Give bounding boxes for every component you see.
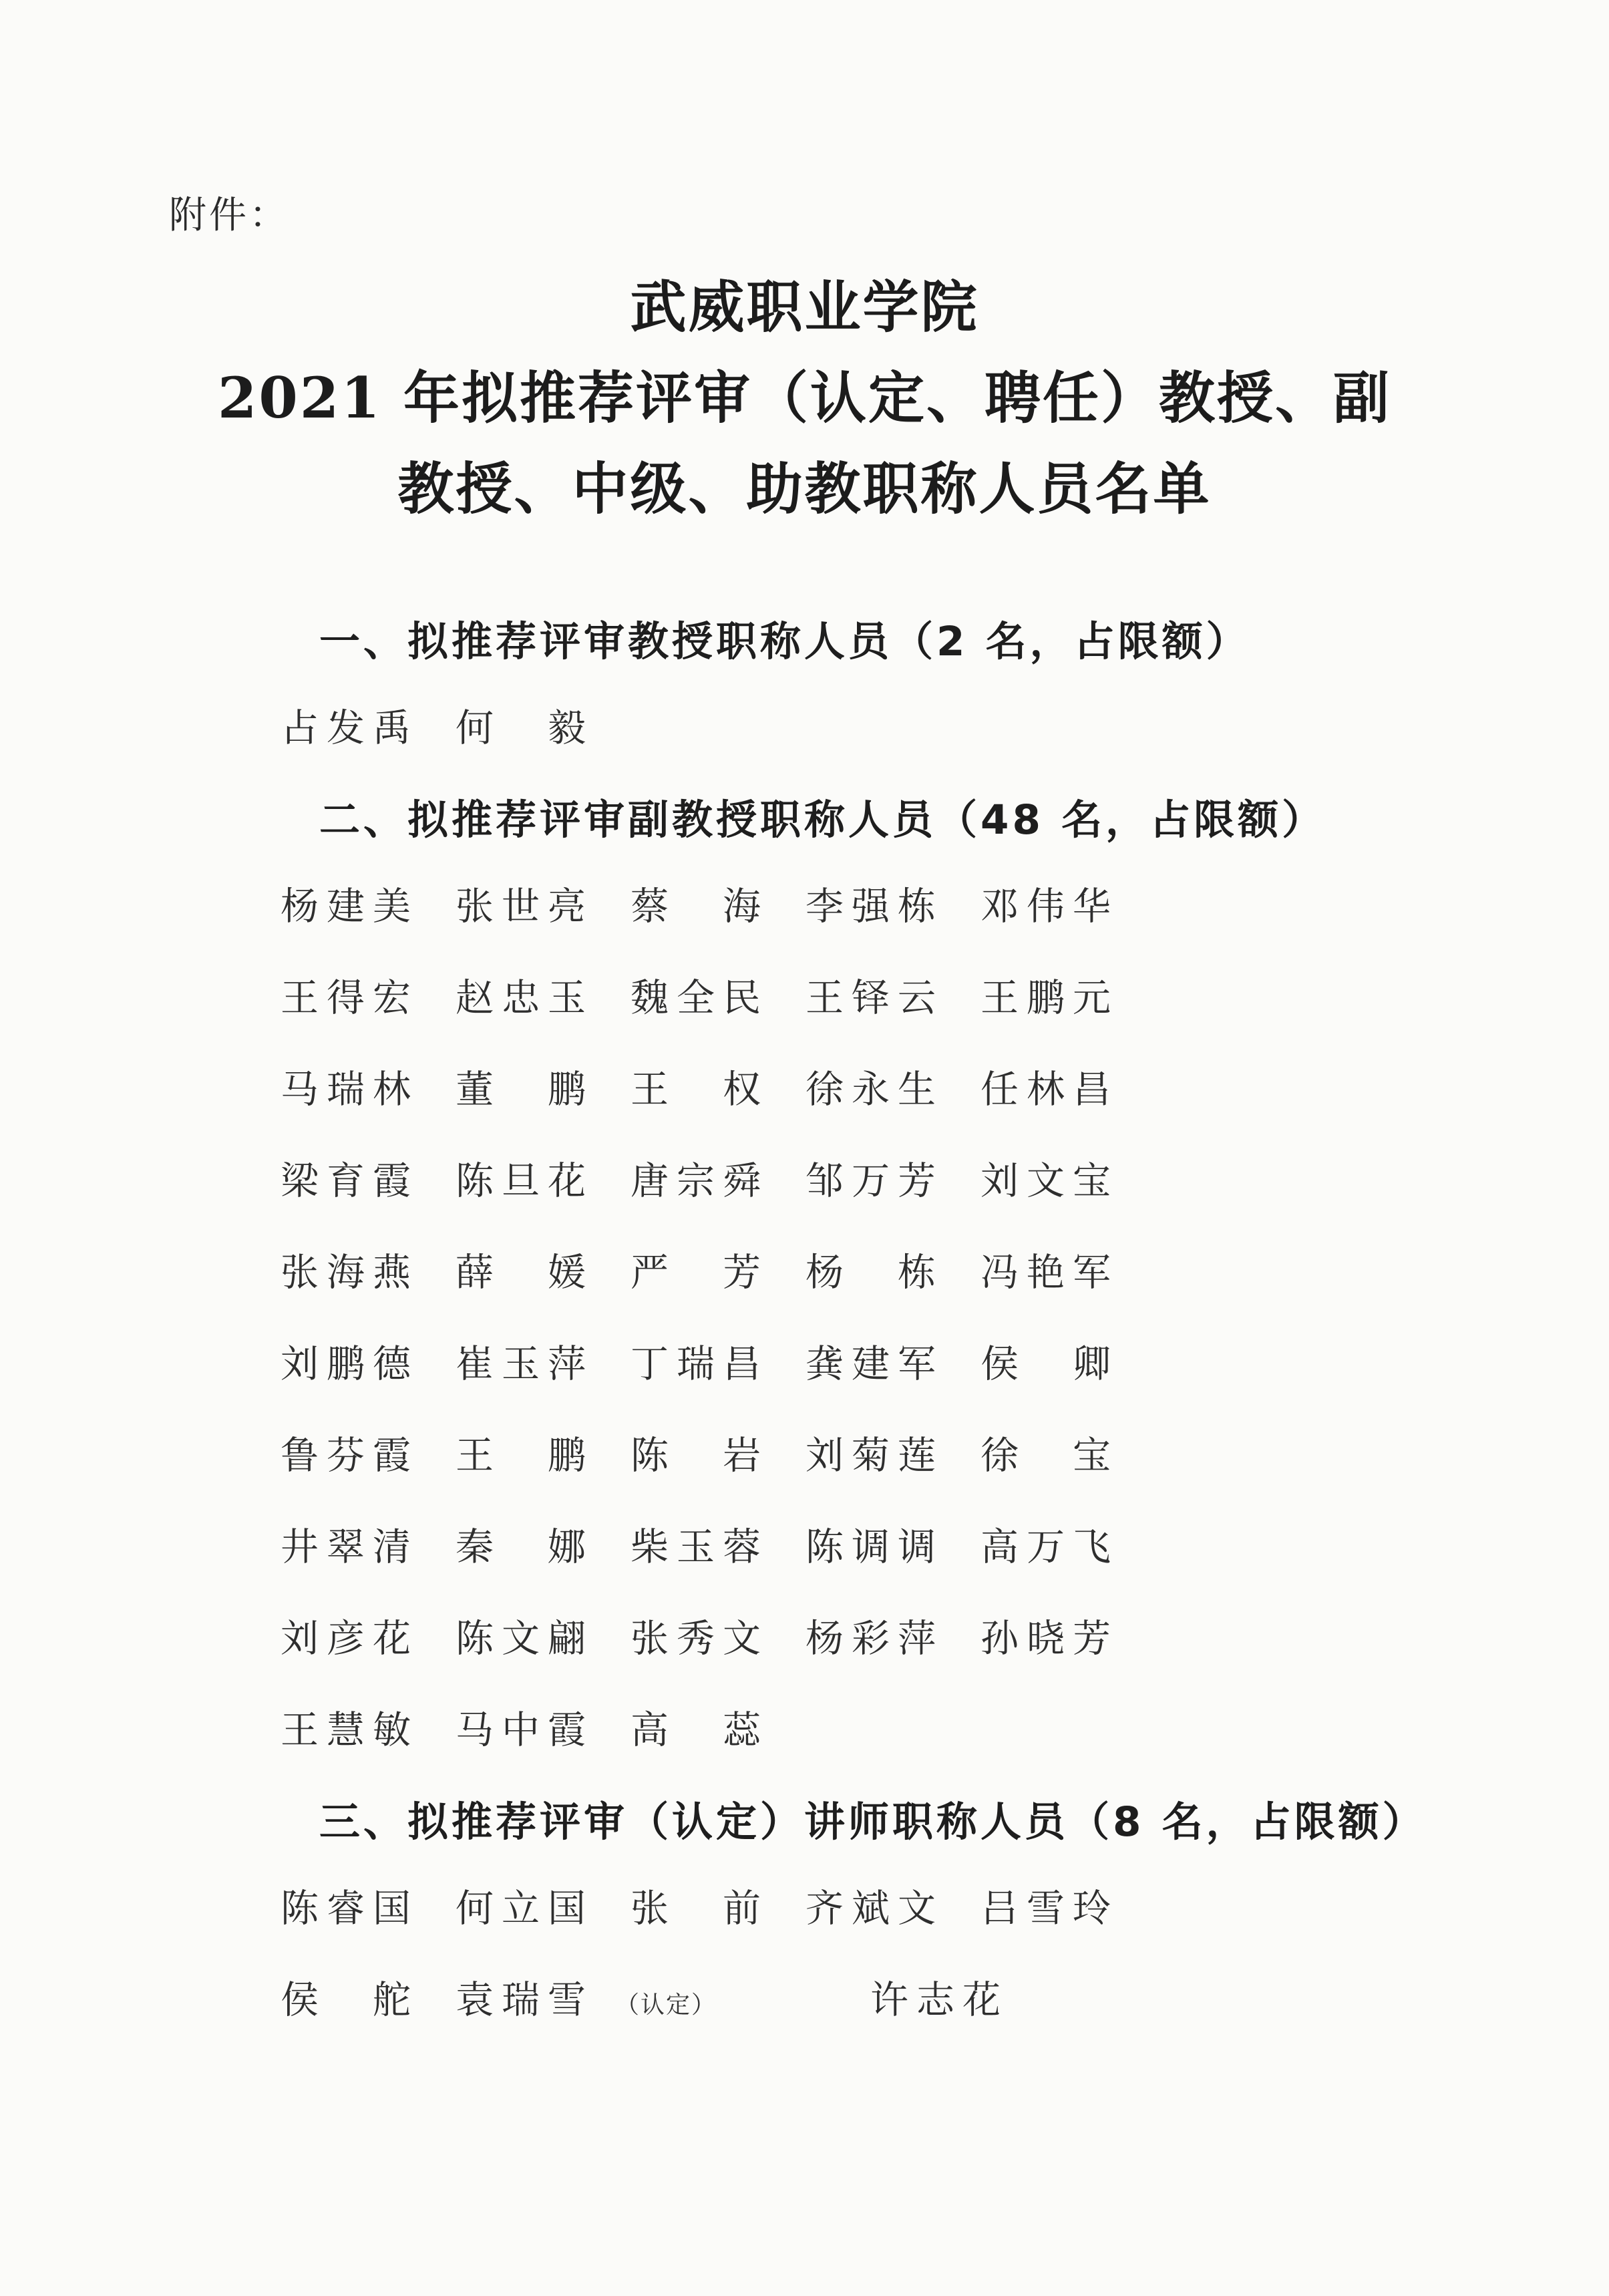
person-name: 陈文翩 bbox=[456, 1617, 594, 1661]
person-name: 占发禹 bbox=[281, 706, 419, 750]
person-name: 张 前 bbox=[631, 1887, 769, 1931]
person-name: 王 权 bbox=[631, 1068, 769, 1112]
section-2-name-row-5 bbox=[281, 1244, 1429, 1301]
person-name: 王慧敏 bbox=[281, 1708, 419, 1752]
section-1-name-row bbox=[281, 699, 1429, 757]
person-name: 柴玉蓉 bbox=[631, 1525, 769, 1569]
person-name: 鲁芬霞 bbox=[281, 1434, 419, 1478]
person-name: 马瑞林 bbox=[281, 1068, 419, 1112]
person-name: 张世亮 bbox=[456, 884, 594, 929]
person-name: 崔玉萍 bbox=[456, 1342, 594, 1386]
title-line-2: 2021 年拟推荐评审（认定、聘任）教授、副 bbox=[217, 365, 1392, 431]
person-name: 丁瑞昌 bbox=[631, 1342, 769, 1386]
title-line-1: 武威职业学院 bbox=[630, 274, 979, 340]
person-name: 刘菊莲 bbox=[806, 1434, 944, 1478]
person-name: 杨建美 bbox=[281, 884, 419, 929]
person-name: 刘鹏德 bbox=[281, 1342, 419, 1386]
person-name: 邹万芳 bbox=[806, 1159, 944, 1203]
person-name: 任林昌 bbox=[980, 1068, 1119, 1112]
person-name: 张秀文 bbox=[631, 1617, 769, 1661]
person-name: 唐宗舜 bbox=[631, 1159, 769, 1203]
section-2-name-row-4 bbox=[281, 1152, 1429, 1210]
section-2-name-row-3 bbox=[281, 1061, 1429, 1118]
person-name: 李强栋 bbox=[806, 884, 944, 929]
section-2-name-row-1 bbox=[281, 878, 1429, 935]
person-name: 杨 栋 bbox=[806, 1251, 944, 1295]
person-name: 严 芳 bbox=[631, 1251, 769, 1295]
person-name: 吕雪玲 bbox=[980, 1887, 1119, 1931]
person-name: 张海燕 bbox=[281, 1251, 419, 1295]
person-name: 马中霞 bbox=[456, 1708, 594, 1752]
person-name: 何立国 bbox=[456, 1887, 594, 1931]
person-name: 梁育霞 bbox=[281, 1159, 419, 1203]
person-name: 秦 娜 bbox=[456, 1525, 594, 1569]
section-3-name-row-2 bbox=[281, 1971, 1429, 2029]
person-name: 何 毅 bbox=[456, 706, 594, 750]
renamed-annotation: （认定） bbox=[615, 1991, 717, 2019]
document-title bbox=[80, 262, 1529, 534]
section-2-name-row-6 bbox=[281, 1335, 1429, 1393]
person-name: 薛 媛 bbox=[456, 1251, 594, 1295]
person-name: 袁瑞雪 bbox=[456, 1978, 594, 2022]
person-name: 魏全民 bbox=[631, 976, 769, 1020]
section-2-name-row-8 bbox=[281, 1518, 1429, 1576]
person-name: 陈 岩 bbox=[631, 1434, 769, 1478]
section-2-heading: 二、拟推荐评审副教授职称人员（48 名，占限额） bbox=[319, 796, 1326, 844]
person-name-with-annotation bbox=[456, 1971, 717, 2029]
section-3-name-row-1 bbox=[281, 1880, 1429, 1937]
person-name: 王 鹏 bbox=[456, 1434, 594, 1478]
document-body bbox=[281, 605, 1429, 2063]
section-1-heading: 一、拟推荐评审教授职称人员（2 名，占限额） bbox=[319, 618, 1250, 665]
section-2-name-row-2 bbox=[281, 969, 1429, 1027]
person-name: 王鹏元 bbox=[980, 976, 1119, 1020]
section-2-name-row-9 bbox=[281, 1610, 1429, 1667]
person-name: 齐斌文 bbox=[806, 1887, 944, 1931]
title-line-3: 教授、中级、助教职称人员名单 bbox=[397, 456, 1212, 522]
section-2-name-row-7 bbox=[281, 1427, 1429, 1484]
person-name: 许志花 bbox=[870, 1978, 1009, 2022]
person-name: 侯 舵 bbox=[281, 1978, 419, 2022]
person-name: 董 鹏 bbox=[456, 1068, 594, 1112]
person-name: 陈旦花 bbox=[456, 1159, 594, 1203]
person-name: 徐永生 bbox=[806, 1068, 944, 1112]
person-name: 邓伟华 bbox=[980, 884, 1119, 929]
person-name: 徐 宝 bbox=[980, 1434, 1119, 1478]
person-name: 孙晓芳 bbox=[980, 1617, 1119, 1661]
person-name: 陈睿国 bbox=[281, 1887, 419, 1931]
person-name: 刘彦花 bbox=[281, 1617, 419, 1661]
person-name: 高万飞 bbox=[980, 1525, 1119, 1569]
person-name: 高 蕊 bbox=[631, 1708, 769, 1752]
person-name: 侯 卿 bbox=[980, 1342, 1119, 1386]
person-name: 刘文宝 bbox=[980, 1159, 1119, 1203]
person-name: 杨彩萍 bbox=[806, 1617, 944, 1661]
person-name: 王得宏 bbox=[281, 976, 419, 1020]
person-name: 蔡 海 bbox=[631, 884, 769, 929]
person-name: 王铎云 bbox=[806, 976, 944, 1020]
person-name: 冯艳军 bbox=[980, 1251, 1119, 1295]
person-name: 赵忠玉 bbox=[456, 976, 594, 1020]
person-name: 龚建军 bbox=[806, 1342, 944, 1386]
section-3-heading: 三、拟推荐评审（认定）讲师职称人员（8 名，占限额） bbox=[319, 1798, 1427, 1846]
person-name: 井翠清 bbox=[281, 1525, 419, 1569]
section-2-name-row-10 bbox=[281, 1701, 1429, 1759]
attachment-label: 附件： bbox=[169, 194, 289, 237]
person-name: 陈调调 bbox=[806, 1525, 944, 1569]
